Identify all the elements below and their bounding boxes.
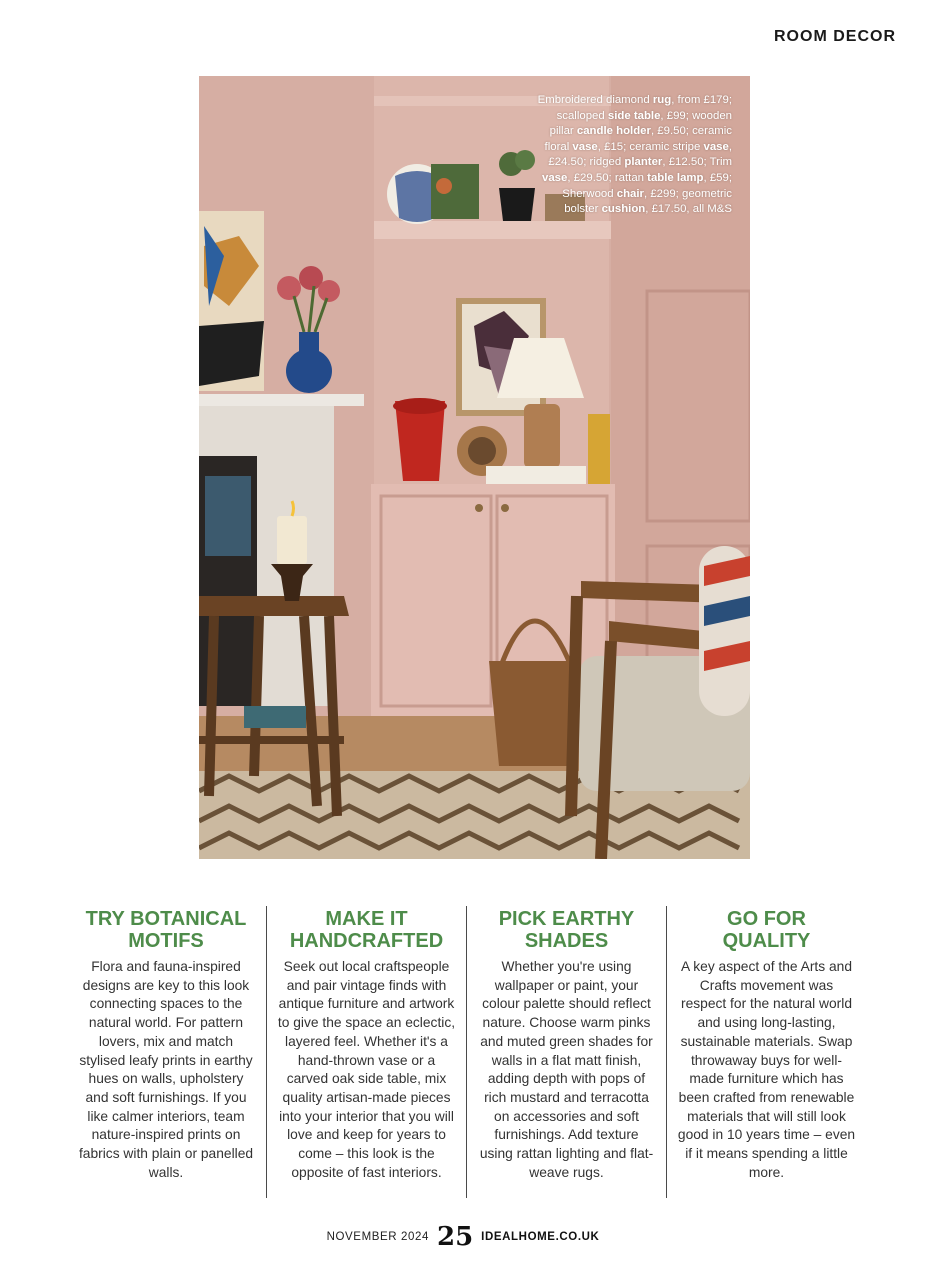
- caption-text: , £17.50, all M&S: [645, 203, 732, 216]
- website-link[interactable]: IDEALHOME.CO.UK: [481, 1231, 600, 1243]
- caption-product: candle holder: [576, 125, 651, 138]
- caption-text: , £29.50; rattan: [567, 171, 648, 184]
- tip-column-2: [266, 906, 466, 1198]
- page-footer: [0, 1224, 926, 1250]
- tip-heading-3: PICK EARTHY SHADES: [498, 908, 635, 952]
- tip-body-3: Whether you're using wallpaper or paint, your colour palette should reflect nature. Choose warm pinks and muted green shades for walls in a flat matt finish, adding depth with pops of rich mustard and terracotta on accessories and soft furnishings. Add texture using rattan lighting and flat-weave rugs.: [479, 959, 654, 1180]
- caption-text: , £15; ceramic stripe: [597, 140, 704, 153]
- tip-body-2: Seek out local craftspeople and pair vintage finds with antique furniture and artwork to give the space an eclectic, layered feel. Whether it's a hand-thrown vase or a carved oak side table, mix quality artisan-made pieces into your interior that you will love and keep for years to come – this look is the opposite of fast interiors.: [277, 959, 456, 1180]
- caption-product: cushion: [601, 203, 646, 216]
- caption-product: chair: [616, 187, 644, 200]
- tip-heading-2: MAKE IT HANDCRAFTED: [289, 908, 444, 952]
- tip-column-1: [66, 906, 266, 1198]
- tip-heading-1: TRY BOTANICAL MOTIFS: [85, 908, 247, 952]
- caption-product: planter: [624, 156, 663, 169]
- caption-text: , £59; Sherwood: [562, 171, 732, 200]
- caption-product: table lamp: [647, 171, 704, 184]
- tip-column-4: [666, 906, 866, 1198]
- tip-column-3: [466, 906, 666, 1198]
- tips-columns: [66, 906, 866, 1198]
- caption-product: rug: [652, 94, 672, 106]
- room-photo: [199, 76, 750, 859]
- tip-body-4: A key aspect of the Arts and Crafts movement was respect for the natural world and using long-lasting, sustainable materials. Swap throwaway buys for well-made furniture which has been crafted from renewable materials that will still look good in 10 years time – even if it means spending a little more.: [677, 959, 856, 1180]
- caption-product: vase: [542, 171, 568, 184]
- tip-heading-4: GO FOR QUALITY: [722, 908, 811, 952]
- section-label: ROOM DECOR: [774, 28, 896, 45]
- issue-date: NOVEMBER 2024: [326, 1231, 429, 1243]
- page-number: 25: [436, 1222, 474, 1252]
- caption-product: side table: [607, 109, 661, 122]
- caption-text: , from £179; scalloped: [556, 94, 732, 122]
- caption-product: vase: [703, 140, 729, 153]
- caption-text: , £299; geometric bolster: [564, 187, 732, 216]
- caption-text: , £99; wooden pillar: [549, 109, 732, 138]
- photo-caption: [537, 93, 732, 218]
- caption-text: , £9.50; ceramic floral: [544, 125, 732, 153]
- caption-text: , £12.50; Trim: [662, 156, 732, 169]
- caption-text: , £24.50; ridged: [548, 140, 732, 169]
- tip-body-1: Flora and fauna-inspired designs are key to this look connecting spaces to the natural world. For pattern lovers, mix and match stylised leafy prints in earthy hues on walls, upholstery and soft furnishings. If you like calmer interiors, team nature-inspired prints on fabrics with plain or panelled walls.: [78, 959, 254, 1180]
- caption-product: vase: [572, 140, 598, 153]
- caption-text: Embroidered diamond: [537, 94, 653, 106]
